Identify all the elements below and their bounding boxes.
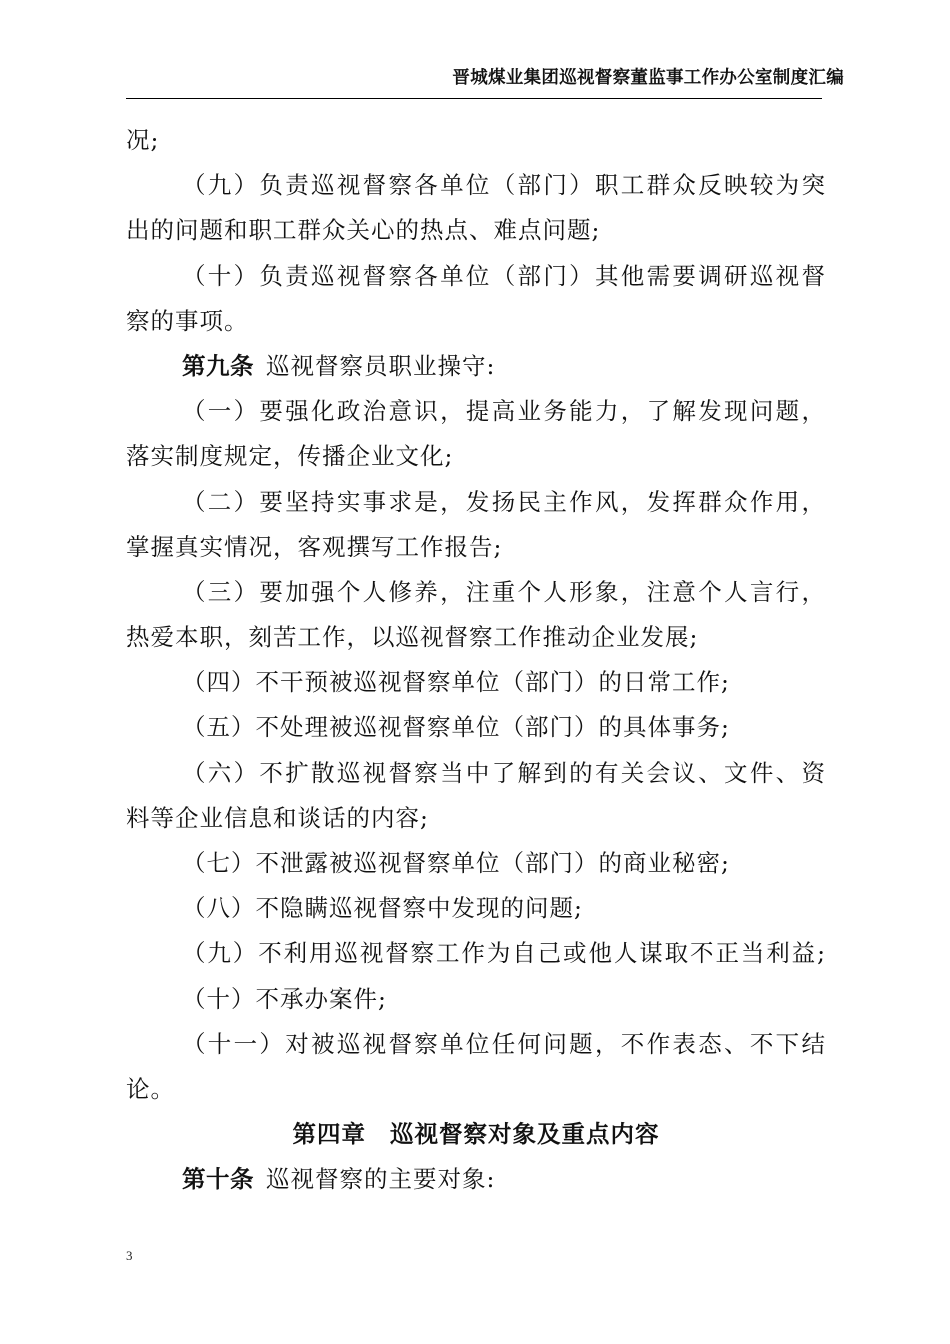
paragraph-line: （四）不干预被巡视督察单位（部门）的日常工作;: [182, 668, 730, 697]
paragraph-line: 料等企业信息和谈话的内容;: [126, 803, 429, 832]
chapter-number: 第四章: [292, 1120, 366, 1149]
paragraph-line: 掌握真实情况，客观撰写工作报告;: [126, 532, 503, 561]
article-text: 巡视督察员职业操守:: [266, 351, 496, 380]
paragraph-line: （五）不处理被巡视督察单位（部门）的具体事务;: [182, 713, 730, 742]
paragraph-line: （二）要坚持实事求是，发扬民主作风，发挥群众作用，: [182, 487, 826, 516]
article-number: 第十条: [182, 1165, 254, 1194]
paragraph-line: （三）要加强个人修养，注重个人形象，注意个人言行，: [182, 577, 826, 606]
paragraph-line: （九）负责巡视督察各单位（部门）职工群众反映较为突: [182, 171, 826, 200]
paragraph-line: 论。: [126, 1074, 175, 1103]
paragraph-line: 热爱本职，刻苦工作，以巡视督察工作推动企业发展;: [126, 623, 699, 652]
paragraph-line: （十）负责巡视督察各单位（部门）其他需要调研巡视督: [182, 261, 826, 290]
paragraph-line: 落实制度规定，传播企业文化;: [126, 442, 454, 471]
document-body: [126, 118, 826, 1203]
paragraph-line: （六）不扩散巡视督察当中了解到的有关会议、文件、资: [182, 758, 826, 787]
paragraph-line: （八）不隐瞒巡视督察中发现的问题;: [182, 894, 583, 923]
page-number: 3: [126, 1248, 133, 1263]
document-header-title: 晋城煤业集团巡视督察董监事工作办公室制度汇编: [452, 68, 844, 88]
article-heading: [126, 344, 826, 389]
paragraph-line: 出的问题和职工群众关心的热点、难点问题;: [126, 216, 601, 245]
chapter-heading: [126, 1112, 826, 1157]
header-divider: [126, 98, 822, 99]
article-number: 第九条: [182, 351, 254, 380]
paragraph-line: （十一）对被巡视督察单位任何问题，不作表态、不下结: [182, 1029, 826, 1058]
paragraph-line: （九）不利用巡视督察工作为自己或他人谋取不正当利益;: [182, 939, 826, 968]
chapter-title: 巡视督察对象及重点内容: [390, 1120, 660, 1149]
paragraph-line: 察的事项。: [126, 306, 249, 335]
paragraph-line: （一）要强化政治意识，提高业务能力，了解发现问题，: [182, 397, 826, 426]
paragraph-line: （七）不泄露被巡视督察单位（部门）的商业秘密;: [182, 849, 730, 877]
paragraph-line: （十）不承办案件;: [182, 984, 387, 1013]
article-heading: [126, 1157, 826, 1202]
article-text: 巡视督察的主要对象:: [266, 1165, 496, 1194]
paragraph-line: 况;: [126, 126, 160, 154]
